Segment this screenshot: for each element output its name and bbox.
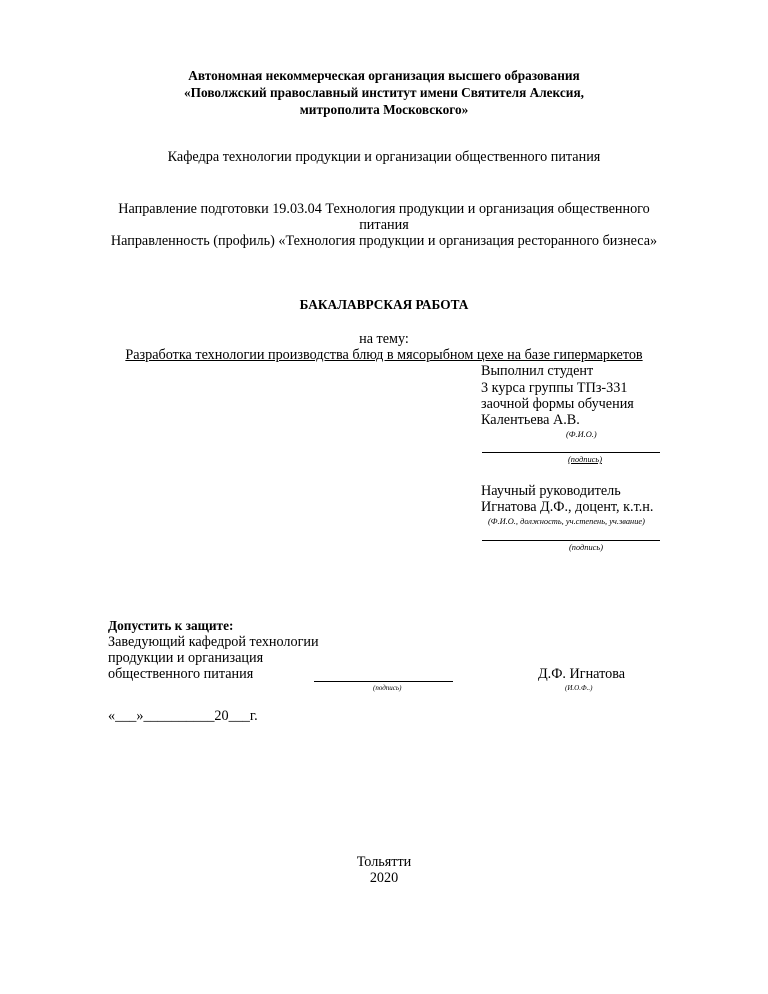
approval-signature-line [314, 681, 453, 682]
approval-name-hint: (И.О.Ф..) [565, 684, 593, 692]
year: 2020 [369, 870, 399, 886]
student-sign-hint: (подпись) [568, 455, 602, 464]
institution-line-2: «Поволжский православный институт имени Святителя Алексия, [184, 85, 584, 100]
approval-line-2: продукции и организация [108, 650, 264, 666]
direction-profile: Направленность (профиль) «Технология продукции и организация ресторанного бизнеса» [110, 233, 658, 249]
topic-label: на тему: [359, 331, 409, 347]
approval-line-1: Заведующий кафедрой технологии [108, 634, 319, 650]
direction-line-2: питания [359, 217, 409, 233]
student-name: Калентьева А.В. [481, 412, 580, 428]
city: Тольятти [356, 854, 412, 870]
institution-line-3: митрополита Московского» [299, 102, 469, 117]
student-line-2: 3 курса группы ТПз-331 [481, 380, 628, 396]
supervisor-hint: (Ф.И.О., должность, уч.степень, уч.звание) [488, 517, 645, 526]
department: Кафедра технологии продукции и организации общественного питания [167, 149, 601, 165]
student-line-3: заочной формы обучения [481, 396, 634, 412]
student-line-1: Выполнил студент [481, 363, 594, 379]
supervisor-label: Научный руководитель [481, 483, 621, 499]
institution-line-1: Автономная некоммерческая организация высшего образования [188, 68, 580, 83]
student-fio-hint: (Ф.И.О.) [566, 430, 597, 439]
approval-title: Допустить к защите: [108, 618, 234, 633]
supervisor-signature-line [482, 540, 660, 541]
direction-line-1: Направление подготовки 19.03.04 Технология продукции и организация общественного [118, 201, 650, 217]
topic: Разработка технологии производства блюд в мясорыбном цехе на базе гипермаркетов [125, 347, 643, 363]
approval-sign-hint: (подпись) [373, 684, 402, 692]
approval-name: Д.Ф. Игнатова [538, 666, 626, 682]
supervisor-name: Игнатова Д.Ф., доцент, к.т.н. [481, 499, 654, 515]
work-type-title: БАКАЛАВРСКАЯ РАБОТА [299, 297, 469, 312]
supervisor-sign-hint: (подпись) [569, 543, 603, 552]
approval-line-3: общественного питания [108, 666, 254, 682]
approval-date-line: «___»__________20___г. [108, 708, 258, 724]
student-signature-line [482, 452, 660, 453]
